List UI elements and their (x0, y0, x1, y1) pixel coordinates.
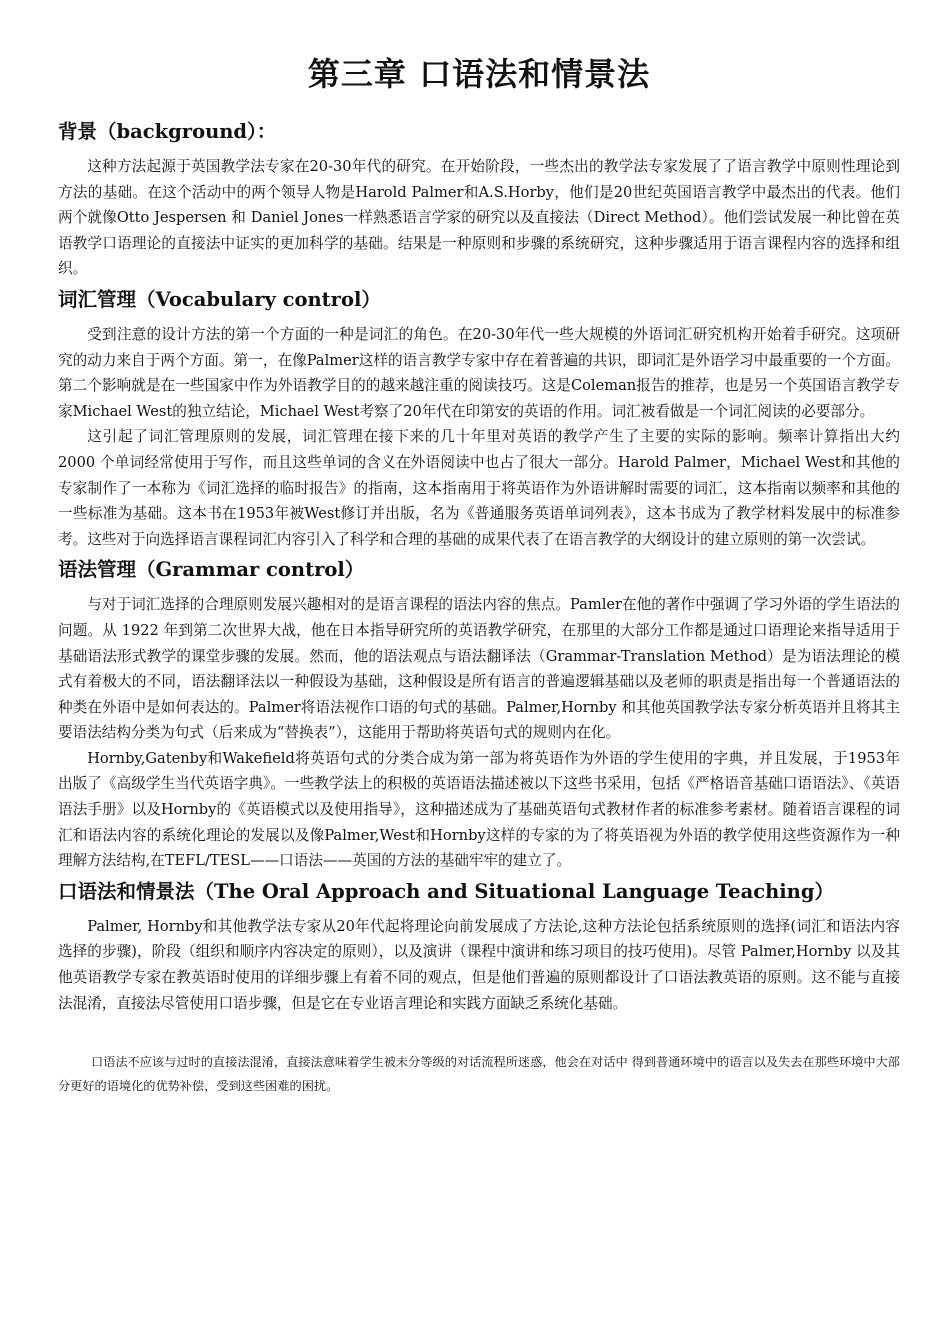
section-heading-vocabulary-control: 词汇管理（Vocabulary control） (58, 287, 381, 311)
paragraph: 这引起了词汇管理原则的发展，词汇管理在接下来的几十年里对英语的教学产生了主要的实际的影响。频率计算指出大约 2000 个单词经常使用于写作，而且这些单词的含义在外语阅读中也占了很大一部分。Harold Palmer，Michael West和其他的专家制作了一本称为《词汇选择的临时报告》的指南，这本指南用于将英语作为外语讲解时需要的词汇，这本指南以频率和其他的一些标准为基础。这本书在1953年被West修订并出版，名为《普通服务英语单词列表》，这本书成为了教学材料发展中的标准参考。这些对于向选择语言课程词汇内容引入了科学和合理的基础的成果代表了在语言教学的大纲设计的建立原则的第一次尝试。 (58, 428, 900, 548)
paragraph: 这种方法起源于英国教学法专家在20-30年代的研究。在开始阶段，一些杰出的教学法专家发展了了语言教学中原则性理论到方法的基础。在这个活动中的两个领导人物是Harold Palmer和A.S.Horby，他们是20世纪英国语言教学中最杰出的代表。他们两个就像Otto Jespersen 和 Daniel Jones一样熟悉语言学家的研究以及直接法（Direct Method）。他们尝试发展一种比曾在英语教学口语理论的直接法中证实的更加科学的基础。结果是一种原则和步骤的系统研究，这种步骤适用于语言课程内容的选择和组织。 (58, 158, 900, 278)
section-background (58, 118, 900, 282)
chapter-title: 第三章 口语法和情景法 (307, 55, 651, 93)
section-heading-oral-approach: 口语法和情景法（The Oral Approach and Situational Language Teaching） (58, 879, 834, 903)
paragraph: Hornby,Gatenby和Wakefield将英语句式的分类合成为第一部为将英语作为外语的学生使用的字典，并且发展，于1953年出版了《高级学生当代英语字典》。一些教学法上的积极的英语语法描述被以下这些书采用，包括《严格语音基础口语语法》、《英语语法手册》以及Hornby的《英语模式以及使用指导》，这种描述成为了基础英语句式教材作者的标准参考素材。随着语言课程的词汇和语法内容的系统化理论的发展以及像Palmer,West和Hornby这样的专家的为了将英语视为外语的教学使用这些资源作为一种理解方法结构,在TEFL/TESL——口语法——英国的方法的基础牢牢的建立了。 (58, 749, 900, 870)
section-heading-background: 背景（background）： (58, 120, 277, 143)
document-page (58, 54, 900, 1110)
paragraph: Palmer, Hornby和其他教学法专家从20年代起将理论向前发展成了方法论,这种方法论包括系统原则的选择(词汇和语法内容选择的步骤)，阶段（组织和顺序内容决定的原则），以及演讲（课程中演讲和练习项目的技巧使用)。尽管 Palmer,Hornby 以及其他英语教学专家在教英语时使用的详细步骤上有着不同的观点，但是他们普遍的原则都设计了口语法教英语的原则。这不能与直接法混淆，直接法尽管使用口语步骤，但是它在专业语言理论和实践方面缺乏系统化基础。 (58, 917, 900, 1012)
footnote-paragraph: 口语法不应该与过时的直接法混淆，直接法意味着学生被未分等级的对话流程所迷惑，他会在对话中 得到普通环境中的语言以及失去在那些环境中大部分更好的语境化的优势补偿，受到这些困难的困扰。 (58, 1055, 900, 1094)
paragraph: 与对于词汇选择的合理原则发展兴趣相对的是语言课程的语法内容的焦点。Pamler在他的著作中强调了学习外语的学生语法的问题。从 1922 年到第二次世界大战，他在日本指导研究所的英语教学研究，在那里的大部分工作都是通过口语理论来指导适用于基础语法形式教学的课堂步骤的发展。然而，他的语法观点与语法翻译法（Grammar-Translation Method）是为语法理论的模式有着极大的不同，语法翻译法以一种假设为基础，这种假设是所有语言的普遍逻辑基础以及老师的职责是指出每一个普通语法的种类在外语中是如何表达的。Palmer将语法视作口语的句式的基础。Palmer,Hornby 和其他英国教学法专家分析英语并且将其主要语法结构分类为句式（后来成为“替换表”），这能用于帮助将英语句式的规则内在化。 (58, 596, 900, 742)
section-vocabulary-control (58, 286, 900, 552)
section-heading-grammar-control: 语法管理（Grammar control） (58, 558, 365, 582)
section-oral-approach (58, 878, 900, 1016)
section-grammar-control (58, 556, 900, 874)
paragraph: 受到注意的设计方法的第一个方面的一种是词汇的角色。在20-30年代一些大规模的外语词汇研究机构开始着手研究。这项研究的动力来自于两个方面。第一，在像Palmer这样的语言教学专家中存在着普遍的共识，即词汇是外语学习中最重要的一个方面。第二个影响就是在一些国家中作为外语教学目的的越来越注重的阅读技巧。这是Coleman报告的推荐，也是另一个英国语言教学专家Michael West的独立结论，Michael West考察了20年代在印第安的英语的作用。词汇被看做是一个词汇阅读的必要部分。 (58, 325, 900, 420)
